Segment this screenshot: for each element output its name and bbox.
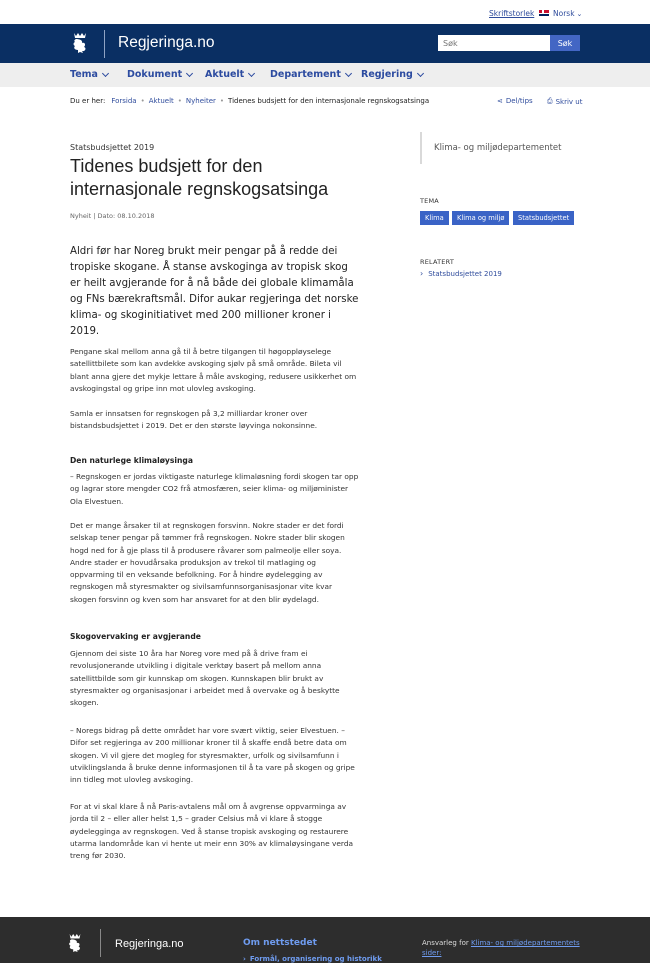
- chevron-right-icon: ›: [243, 955, 246, 963]
- tag-klima[interactable]: Klima: [420, 211, 449, 225]
- related-heading: RELATERT: [420, 258, 455, 266]
- language-selector[interactable]: [539, 9, 582, 18]
- nav-item-tema[interactable]: [70, 69, 108, 80]
- chevron-down-icon: [102, 69, 109, 76]
- print-label: Skriv ut: [555, 97, 583, 106]
- breadcrumb-current: Tidenes budsjett for den internasjonale regnskogsatsinga: [228, 97, 430, 105]
- tema-heading: TEMA: [420, 197, 439, 205]
- paragraph: – Regnskogen er jordas viktigaste naturlege klimaløsning fordi skogen tar opp og lagrar store mengder CO2 frå atmosfæren, seier klima- og miljøminister Ola Elvestuen.: [70, 472, 359, 506]
- print-button[interactable]: [547, 97, 582, 106]
- breadcrumb-separator: •: [219, 97, 225, 105]
- chevron-down-icon: [345, 69, 352, 76]
- nav-item-dokument[interactable]: [127, 69, 192, 80]
- lion-logo-icon[interactable]: [70, 32, 90, 54]
- print-icon: ⎙: [547, 97, 553, 105]
- section-heading: Den naturlege klimaløysinga: [70, 456, 193, 465]
- chevron-right-icon: ›: [420, 269, 424, 278]
- share-icon: ⋖: [497, 97, 503, 105]
- breadcrumb-prefix: Du er her:: [70, 97, 106, 105]
- search-input[interactable]: [438, 35, 550, 51]
- utility-bar: [0, 0, 650, 24]
- paragraph: Pengane skal mellom anna gå til å betre tilgangen til høgoppløyselege satellittbilete som kan avdekke avskoging sjølv på små område. Bileta vil blant anna gjere det mykje lettare å måle avskoging, redusere usikkerhet om avskogingstal og gripe inn mot ulovleg avskoging.: [70, 347, 357, 393]
- breadcrumb-separator: •: [177, 97, 182, 105]
- paragraph: Gjennom dei siste 10 åra har Noreg vore med på å drive fram ei revolusjonerande utvikling i digitale verktøy basert på mellom anna satellittbilde som gir kunnskap om skogen. Kunnskapen blir brukt av styresmakter og organisasjonar i arbeidet med å overvake og å beskytte skogen.: [70, 649, 340, 708]
- norway-flag-icon: [539, 10, 549, 17]
- article-kicker: Statsbudsjettet 2019: [70, 143, 155, 152]
- chevron-down-icon: [186, 69, 193, 76]
- paragraph: Det er mange årsaker til at regnskogen forsvinn. Nokre stader er det fordi selskap tener pengar på tømmer frå regnskogen. Nokre stader blir skogen hogd ned for å gje plass til å produsere råvarer som palmeolje eller soya. Andre stader er hovudårsaka produksjon av trekol til matlaging og oppvarming til en veksande befolkning. For å hindre øydelegging av regnskogen må styresmakter og sivilsamfunnsorganisasjonar vite kvar skogen forsvinn og kven som har ansvaret for at den blir øydelagd.: [70, 521, 345, 604]
- tag-statsbudsjettet[interactable]: Statsbudsjettet: [513, 211, 574, 225]
- footer-responsible-prefix: Ansvarleg for: [422, 939, 469, 947]
- nav-item-label: Dokument: [127, 69, 183, 80]
- nav-item-label: Departement: [270, 69, 341, 80]
- nav-item-departement[interactable]: [270, 69, 351, 80]
- main-nav: [0, 63, 650, 87]
- share-button[interactable]: [497, 97, 533, 105]
- chevron-down-icon: ⌄: [576, 9, 583, 18]
- logo-divider: [104, 30, 105, 58]
- nav-item-label: Regjering: [361, 69, 413, 80]
- paragraph: – Noregs bidrag på dette området har vore svært viktig, seier Elvestuen. – Difor set regjeringa av 200 millionar kroner til å skaffe endå betre data om skogen. Vi vil gjere det mogleg for styresmakter, urfolk og sivilsamfunn i utviklingslanda å bruke denne informasjonen til å ta vare på skogen og gripe inn tidleg mot ulovleg avskoging.: [70, 726, 355, 785]
- language-label: Norsk: [553, 9, 575, 18]
- footer-about-link[interactable]: [243, 955, 382, 963]
- site-name-link[interactable]: Regjeringa.no: [118, 34, 215, 51]
- related-link-label: Statsbudsjettet 2019: [428, 269, 502, 278]
- breadcrumb-link-aktuelt[interactable]: Aktuelt: [148, 97, 174, 105]
- font-size-link[interactable]: Skriftstorlek: [489, 9, 535, 18]
- search-button[interactable]: Søk: [550, 35, 580, 51]
- department-link[interactable]: Klima- og miljødepartementet: [434, 143, 562, 153]
- footer-logo-divider: [100, 929, 101, 957]
- breadcrumb-link-nyheiter[interactable]: Nyheiter: [185, 97, 216, 105]
- breadcrumb-separator: •: [140, 97, 145, 105]
- section-heading: Skogovervaking er avgjerande: [70, 632, 201, 641]
- nav-item-regjering[interactable]: [361, 69, 423, 80]
- department-box: [420, 132, 580, 164]
- paragraph: For at vi skal klare å nå Paris-avtalens mål om å avgrense oppvarminga av jorda til 2 – eller aller helst 1,5 – grader Celsius må vi klare å stogge øydelegginga av regnskogen. Ved å stanse tropisk avskoging og restaurere utarma landområde kan vi hente ut meir enn 30% av klimaløysingane verda treng før 2030.: [70, 802, 354, 861]
- footer-about-heading: Om nettstedet: [243, 938, 317, 948]
- lion-logo-icon[interactable]: [66, 933, 84, 953]
- article-meta: Nyheit | Dato: 08.10.2018: [70, 212, 155, 220]
- tag-klima-og-miljo[interactable]: Klima og miljø: [452, 211, 509, 225]
- nav-item-aktuelt[interactable]: [205, 69, 254, 80]
- footer-responsible-link[interactable]: Klima- og miljødepartementets sider:: [422, 939, 580, 957]
- chevron-down-icon: [248, 69, 255, 76]
- breadcrumb: [70, 97, 429, 105]
- related-link[interactable]: [420, 269, 502, 278]
- breadcrumb-link-forsida[interactable]: Forsida: [111, 97, 137, 105]
- page-title: Tidenes budsjett for den internasjonale regnskogsatsinga: [70, 156, 329, 199]
- footer-about-link-label: Formål, organisering og historikk: [249, 955, 382, 963]
- footer-site-name[interactable]: Regjeringa.no: [115, 938, 184, 950]
- paragraph: Samla er innsatsen for regnskogen på 3,2 milliardar kroner over bistandsbudsjettet i 2019. Det er den største løyvinga nokonsinne.: [70, 409, 318, 431]
- site-footer: [0, 917, 650, 963]
- share-label: Del/tips: [505, 97, 533, 105]
- chevron-down-icon: [417, 69, 424, 76]
- nav-item-label: Aktuelt: [205, 69, 245, 80]
- nav-item-label: Tema: [70, 69, 98, 80]
- footer-responsible: [422, 938, 582, 958]
- article-lead: Aldri før har Noreg brukt meir pengar på å redde dei tropiske skogane. Å stanse avskoginga av tropisk skog er heilt avgjerande for å nå både dei globale klimamåla og FNs bærekraftsmål. Difor aukar regjeringa det norske klima- og skoginitiativet med 200 millioner kroner i 2019.: [70, 246, 359, 337]
- site-header: [0, 24, 650, 63]
